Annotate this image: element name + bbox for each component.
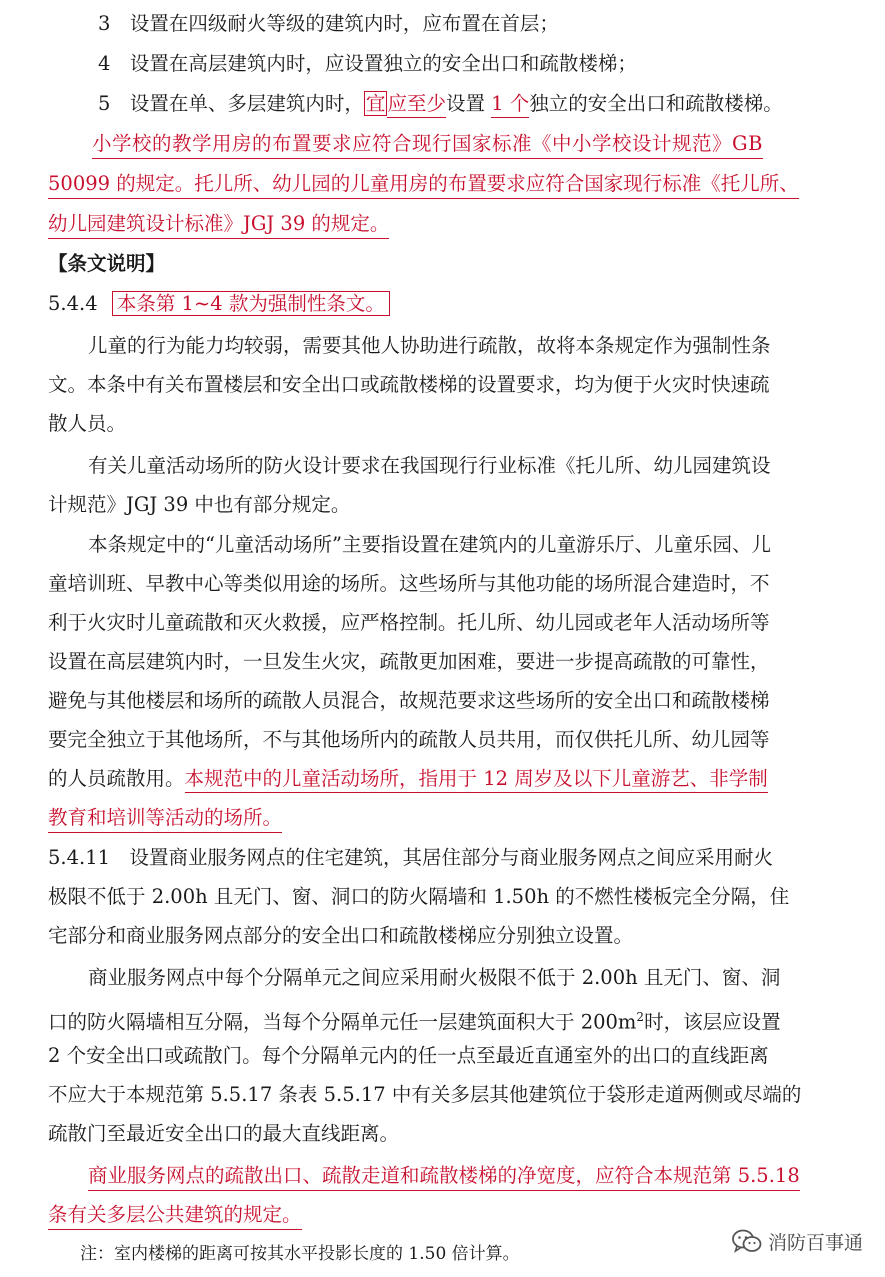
paragraph-line: 避免与其他楼层和场所的疏散人员混合，故规范要求这些场所的安全出口和疏散楼梯 <box>48 689 770 712</box>
paragraph-line: 设置在高层建筑内时，一旦发生火灾，疏散更加困难，要进一步提高疏散的可靠性， <box>48 650 770 673</box>
paragraph-line: 极限不低于 2.00h 且无门、窗、洞口的防火隔墙和 1.50h 的不燃性楼板完全分隔，住 <box>48 885 790 908</box>
clause-line-5-text-2: 设置 <box>445 92 492 115</box>
deleted-word: 宜 <box>365 92 386 115</box>
watermark <box>732 1228 863 1255</box>
watermark-label: 消防百事通 <box>767 1232 863 1254</box>
commentary-heading: 【条文说明】 <box>48 252 166 275</box>
added-definition-line-2: 教育和培训等活动的场所。 <box>48 806 282 833</box>
paragraph-text-2: 时，该层应设置 <box>644 1010 781 1034</box>
clause-line-5-text: 5 设置在单、多层建筑内时， <box>98 92 364 115</box>
footnote: 注：室内楼梯的距离可按其水平投影长度的 1.50 倍计算。 <box>80 1244 520 1264</box>
paragraph-line: 儿童的行为能力均较弱，需要其他人协助进行疏散，故将本条规定作为强制性条 <box>88 334 771 357</box>
paragraph-line: 利于火灾时儿童疏散和灭火救援，应严格控制。托儿所、幼儿园或老年人活动场所等 <box>48 611 770 634</box>
paragraph-line: 疏散门至最近安全出口的最大直线距离。 <box>48 1122 400 1145</box>
clause-line-3: 3 设置在四级耐火等级的建筑内时，应布置在首层； <box>98 12 559 35</box>
clause-line-4: 4 设置在高层建筑内时，应设置独立的安全出口和疏散楼梯； <box>98 52 637 75</box>
paragraph-line: 本条规定中的“儿童活动场所”主要指设置在建筑内的儿童游乐厅、儿童乐园、儿 <box>88 533 771 556</box>
inserted-phrase: 应至少 <box>387 92 446 118</box>
paragraph-line <box>48 1005 781 1035</box>
added-paragraph-line-1: 小学校的教学用房的布置要求应符合现行国家标准《中小学校设计规范》GB <box>92 132 763 159</box>
paragraph-line: 文。本条中有关布置楼层和安全出口或疏散楼梯的设置要求，均为便于火灾时快速疏 <box>48 373 770 396</box>
paragraph-line: 计规范》JGJ 39 中也有部分规定。 <box>48 493 351 516</box>
added-paragraph-line-2: 50099 的规定。托儿所、幼儿园的儿童用房的布置要求应符合国家现行标准《托儿所、 <box>48 172 799 199</box>
paragraph-line: 2 个安全出口或疏散门。每个分隔单元内的任一点至最近直通室外的出口的直线距离 <box>48 1044 769 1067</box>
paragraph-line: 不应大于本规范第 5.5.17 条表 5.5.17 中有关多层其他建筑位于袋形走道两侧或尽端的 <box>48 1083 802 1106</box>
clause-5-4-11: 5.4.11 设置商业服务网点的住宅建筑，其居住部分与商业服务网点之间应采用耐火 <box>48 846 774 869</box>
paragraph-line: 宅部分和商业服务网点部分的安全出口和疏散楼梯应分别独立设置。 <box>48 924 634 947</box>
clause-number: 5.4.4 <box>48 292 98 315</box>
mandatory-note-box: 本条第 1~4 款为强制性条文。 <box>112 291 390 316</box>
added-paragraph-line: 条有关多层公共建筑的规定。 <box>48 1203 302 1230</box>
added-paragraph-line: 商业服务网点的疏散出口、疏散走道和疏散楼梯的净宽度，应符合本规范第 5.5.18 <box>88 1164 800 1191</box>
clause-line-5-text-3: 独立的安全出口和疏散楼梯。 <box>529 92 783 115</box>
added-definition: 本规范中的儿童活动场所，指用于 12 周岁及以下儿童游艺、非学制 <box>185 767 768 793</box>
paragraph-line: 童培训班、早教中心等类似用途的场所。这些场所与其他功能的场所混合建造时，不 <box>48 572 770 595</box>
clause-5-4-4 <box>48 292 390 316</box>
paragraph-text: 口的防火隔墙相互分隔，当每个分隔单元任一层建筑面积大于 200m <box>48 1010 637 1034</box>
paragraph-line <box>48 767 768 791</box>
paragraph-line: 散人员。 <box>48 412 127 435</box>
paragraph-line: 有关儿童活动场所的防火设计要求在我国现行行业标准《托儿所、幼儿园建筑设 <box>88 454 771 477</box>
paragraph-line: 商业服务网点中每个分隔单元之间应采用耐火极限不低于 2.00h 且无门、窗、洞 <box>88 966 781 989</box>
paragraph-text: 的人员疏散用。 <box>48 767 185 790</box>
added-paragraph-line-3: 幼儿园建筑设计标准》JGJ 39 的规定。 <box>48 212 389 239</box>
inserted-count: 1 个 <box>491 92 529 118</box>
wechat-icon <box>732 1229 762 1255</box>
paragraph-line: 要完全独立于其他场所，不与其他场所内的疏散人员共用，而仅供托儿所、幼儿园等 <box>48 728 770 751</box>
clause-line-5 <box>98 92 783 116</box>
superscript: 2 <box>636 1010 645 1024</box>
